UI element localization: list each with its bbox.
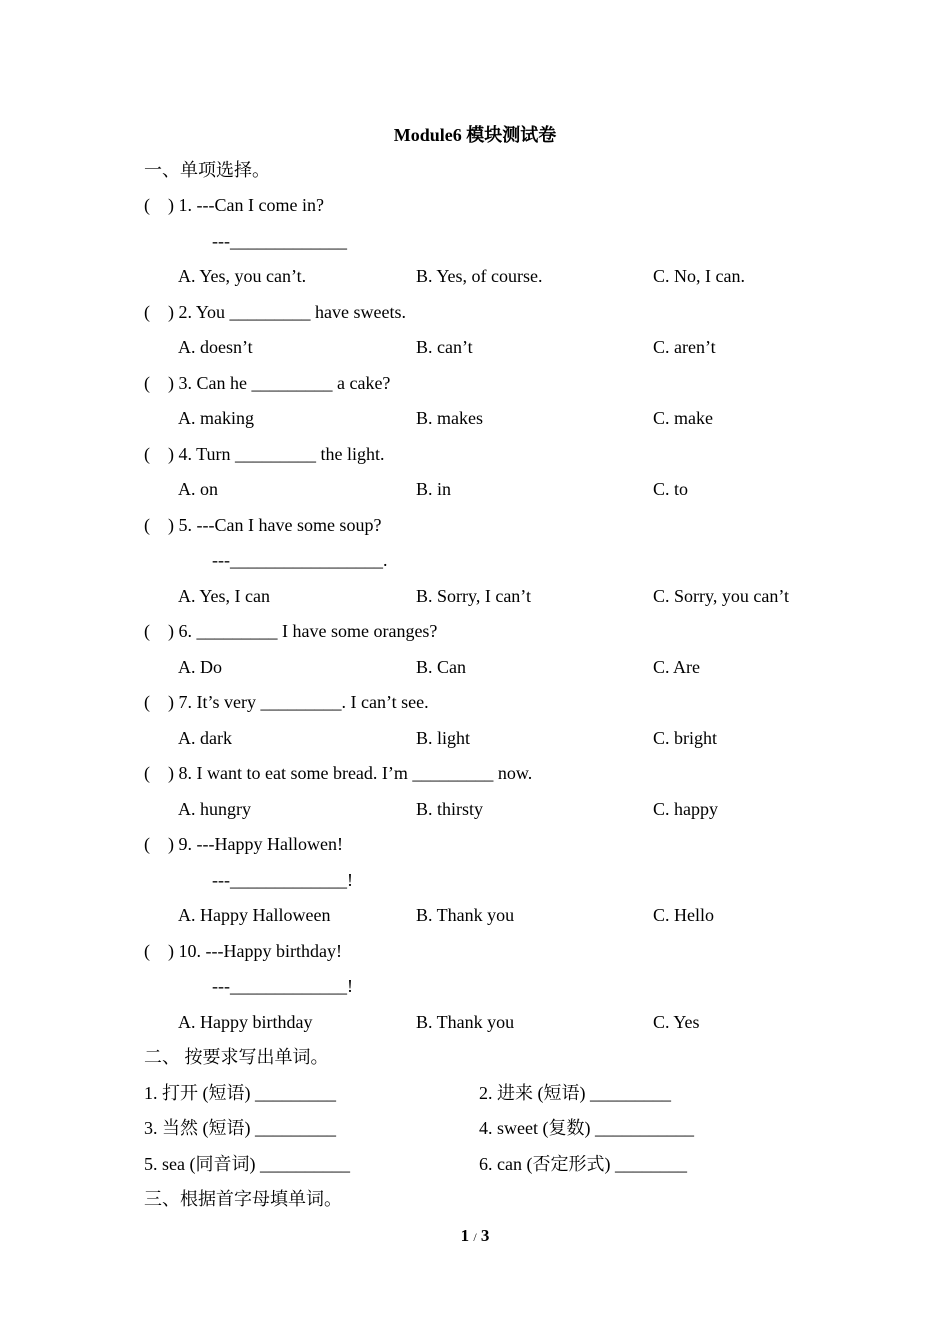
option-5-b: B. Sorry, I can’t	[416, 586, 531, 606]
option-4-b: B. in	[416, 479, 452, 499]
option-5-a: A. Yes, I can	[178, 586, 270, 606]
option-4-c: C. to	[653, 479, 689, 499]
question-5: ( ) 5. ---Can I have some soup?	[144, 515, 382, 535]
option-3-b: B. makes	[416, 408, 483, 428]
option-10-a: A. Happy birthday	[178, 1012, 313, 1032]
question-6: ( ) 6. _________ I have some oranges?	[144, 621, 438, 641]
question-10: ( ) 10. ---Happy birthday!	[144, 941, 342, 961]
option-6-c: C. Are	[653, 657, 700, 677]
option-10-b: B. Thank you	[416, 1012, 515, 1032]
question-7: ( ) 7. It’s very _________. I can’t see.	[144, 692, 429, 712]
page-current: 1	[460, 1226, 470, 1245]
section-heading-3: 三、根据首字母填单词。	[144, 1189, 342, 1209]
option-2-a: A. doesn’t	[178, 337, 253, 357]
option-1-b: B. Yes, of course.	[416, 266, 543, 286]
option-7-b: B. light	[416, 728, 471, 748]
answer-blank-5: ---_________________.	[212, 550, 388, 570]
section-heading-1: 一、单项选择。	[144, 160, 270, 180]
word-item-6: 6. can (否定形式) ________	[479, 1154, 687, 1174]
word-item-3: 3. 当然 (短语) _________	[144, 1118, 336, 1138]
word-item-1: 1. 打开 (短语) _________	[144, 1083, 336, 1103]
option-4-a: A. on	[178, 479, 218, 499]
answer-blank-9: ---_____________!	[212, 870, 353, 890]
option-7-a: A. dark	[178, 728, 232, 748]
question-2: ( ) 2. You _________ have sweets.	[144, 302, 406, 322]
option-1-c: C. No, I can.	[653, 266, 745, 286]
option-3-a: A. making	[178, 408, 254, 428]
question-8: ( ) 8. I want to eat some bread. I’m _________ now.	[144, 763, 533, 783]
question-3: ( ) 3. Can he _________ a cake?	[144, 373, 391, 393]
page-separator: /	[473, 1230, 477, 1244]
question-9: ( ) 9. ---Happy Hallowen!	[144, 834, 343, 854]
question-4: ( ) 4. Turn _________ the light.	[144, 444, 385, 464]
page-total: 3	[480, 1226, 490, 1245]
answer-blank-1: ---_____________	[212, 231, 347, 251]
option-8-b: B. thirsty	[416, 799, 484, 819]
option-9-a: A. Happy Halloween	[178, 905, 331, 925]
option-7-c: C. bright	[653, 728, 718, 748]
word-item-4: 4. sweet (复数) ___________	[479, 1118, 694, 1138]
option-9-b: B. Thank you	[416, 905, 515, 925]
answer-blank-10: ---_____________!	[212, 976, 353, 996]
page-number	[0, 1225, 950, 1248]
page-title: Module6 模块测试卷	[393, 125, 557, 145]
option-8-c: C. happy	[653, 799, 718, 819]
option-2-c: C. aren’t	[653, 337, 716, 357]
question-1: ( ) 1. ---Can I come in?	[144, 195, 324, 215]
section-heading-2: 二、 按要求写出单词。	[144, 1047, 329, 1067]
option-6-b: B. Can	[416, 657, 467, 677]
option-10-c: C. Yes	[653, 1012, 700, 1032]
option-1-a: A. Yes, you can’t.	[178, 266, 307, 286]
option-3-c: C. make	[653, 408, 713, 428]
option-2-b: B. can’t	[416, 337, 473, 357]
option-9-c: C. Hello	[653, 905, 714, 925]
word-item-5: 5. sea (同音词) __________	[144, 1154, 350, 1174]
option-8-a: A. hungry	[178, 799, 251, 819]
option-6-a: A. Do	[178, 657, 222, 677]
word-item-2: 2. 进来 (短语) _________	[479, 1083, 671, 1103]
option-5-c: C. Sorry, you can’t	[653, 586, 789, 606]
